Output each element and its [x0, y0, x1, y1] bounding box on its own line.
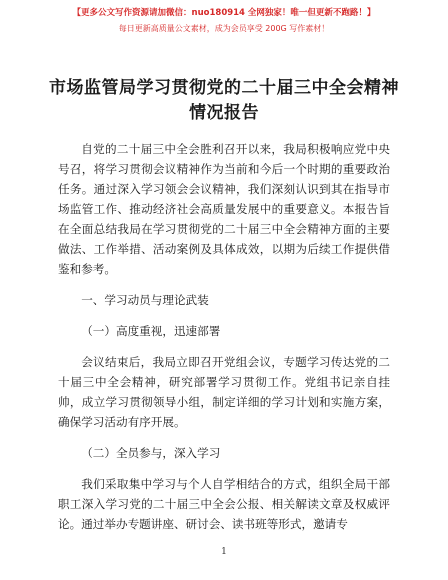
header-banner	[0, 8, 448, 34]
body-paragraph: 会议结束后，我局立即召开党组会议，专题学习传达党的二十届三中全会精神，研究部署学习贯彻工作。党组书记亲自挂帅，成立学习贯彻领导小组，制定详细的学习计划和实施方案，确保学习活动有序开展。	[58, 355, 390, 429]
page-number: 1	[221, 547, 227, 557]
intro-paragraph: 自党的二十届三中全会胜利召开以来，我局积极响应党中央号召，将学习贯彻会议精神作为当前和今后一个时期的重要政治任务。通过深入学习领会会议精神，我们深刻认识到其在指导市场监管工作、推动经济社会高质量发展中的重要意义。本报告旨在全面总结我局在学习贯彻党的二十届三中全会精神方面的主要做法、工作举措、活动案例及具体成效，以期为后续工作提供借鉴和参考。	[58, 142, 390, 276]
document-title	[40, 76, 408, 126]
body-paragraph: 我们采取集中学习与个人自学相结合的方式，组织全局干部职工深入学习党的二十届三中全会公报、相关解读文章及权威评论。通过举办专题讲座、研讨会、读书班等形式，邀请专	[58, 477, 390, 531]
subsection-heading: （一）高度重视，迅速部署	[81, 324, 221, 338]
banner-line-1: 【更多公文写作资源请加微信：nuo180914 全网独家！唯一但更新不跑路！】	[72, 8, 376, 18]
title-line-1: 市场监管局学习贯彻党的二十届三中全会精神	[49, 78, 399, 98]
subsection-heading: （二）全员参与，深入学习	[81, 446, 221, 460]
title-line-2: 情况报告	[189, 103, 259, 123]
section-heading: 一、学习动员与理论武装	[81, 293, 209, 307]
banner-line-2: 每日更新高质量公文素材，成为会员享受 200G 写作素材！	[118, 24, 330, 33]
document-body	[58, 139, 390, 534]
